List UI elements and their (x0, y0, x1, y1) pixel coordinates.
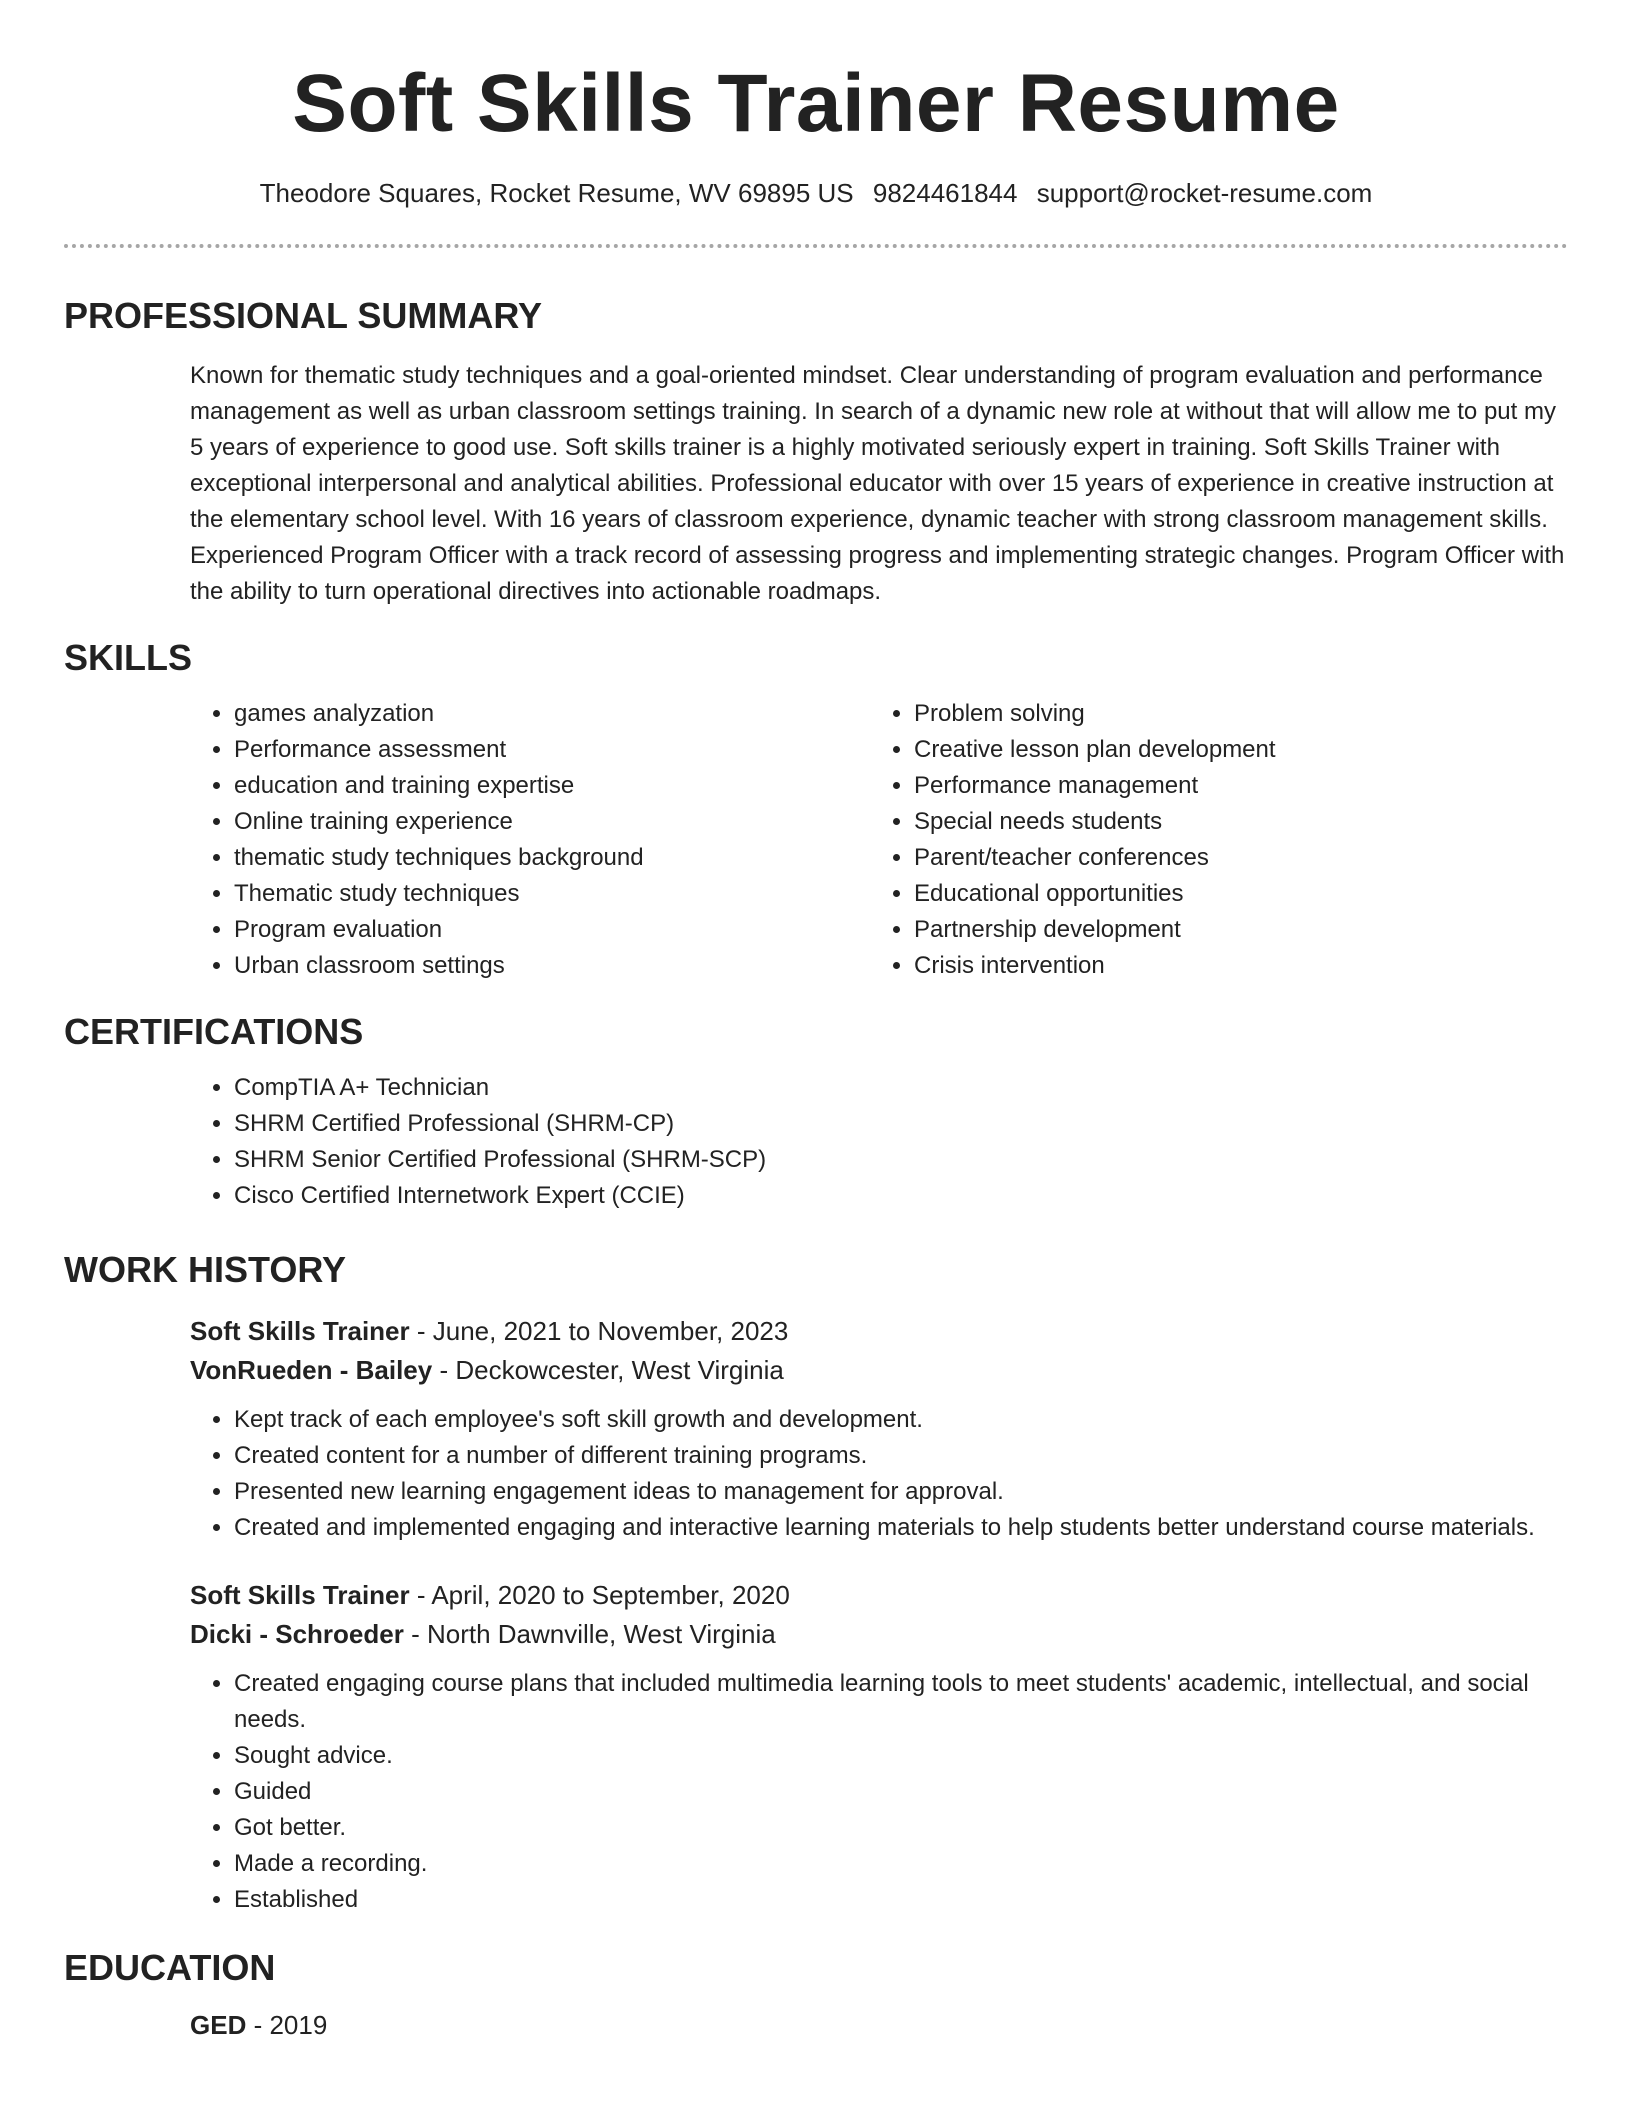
certification-item: • CompTIA A+ Technician (234, 1070, 1568, 1106)
certification-item: • Cisco Certified Internetwork Expert (CCIE) (234, 1178, 1568, 1214)
skill-item: • Performance assessment (234, 732, 870, 768)
skill-item: • Online training experience (234, 804, 870, 840)
job-title: Soft Skills Trainer (190, 1580, 410, 1610)
header-divider (64, 244, 1568, 248)
contact-address: Theodore Squares, Rocket Resume, WV 69895 US (259, 178, 854, 208)
job-company: VonRueden - Bailey (190, 1355, 433, 1385)
education-heading: EDUCATION (64, 1947, 276, 1988)
job-company-line: VonRueden - Bailey - Deckowcester, West Virginia (190, 1355, 784, 1385)
contact-phone: 9824461844 (872, 178, 1018, 208)
summary-heading: PROFESSIONAL SUMMARY (64, 295, 543, 336)
skill-item: • Parent/teacher conferences (914, 840, 1550, 876)
skill-item: • thematic study techniques background (234, 840, 870, 876)
job-title-line: Soft Skills Trainer - April, 2020 to September, 2020 (190, 1580, 790, 1610)
summary-text: Known for thematic study techniques and a goal-oriented mindset. Clear understanding of program evaluation and performance management as well as urban classroom settings training. In search of a dynamic new role at without that will allow me to put my 5 years of experience to good use. Soft skills trainer is a highly motivated seriously expert in training. Soft Skills Trainer with exceptional interpersonal and analytical abilities. Professional educator with over 15 years of experience in creative instruction at the elementary school level. With 16 years of classroom experience, dynamic teacher with strong classroom management skills. Experienced Program Officer with a track record of assessing progress and implementing strategic changes. Program Officer with the ability to turn operational directives into actionable roadmaps. (190, 362, 1565, 605)
certifications-list (190, 1070, 1568, 1214)
skills-heading: SKILLS (64, 637, 193, 678)
job-bullet: • Sought advice. (234, 1738, 1568, 1774)
skill-item: • Thematic study techniques (234, 876, 870, 912)
skills-section (64, 636, 1568, 984)
certifications-heading: CERTIFICATIONS (64, 1011, 364, 1052)
contact-line (64, 176, 1568, 210)
skill-item: • Urban classroom settings (234, 948, 870, 984)
job-title-line: Soft Skills Trainer - June, 2021 to November, 2023 (190, 1316, 789, 1346)
job-dates: April, 2020 to September, 2020 (431, 1580, 790, 1610)
skills-left-list (190, 696, 870, 984)
skill-item: • games analyzation (234, 696, 870, 732)
job-bullet: • Created content for a number of different training programs. (234, 1438, 1568, 1474)
job-dates: June, 2021 to November, 2023 (432, 1316, 789, 1346)
job-company: Dicki - Schroeder (190, 1619, 404, 1649)
skill-item: • Creative lesson plan development (914, 732, 1550, 768)
skill-item: • Partnership development (914, 912, 1550, 948)
skills-left-column (190, 696, 870, 984)
skill-item: • education and training expertise (234, 768, 870, 804)
skills-right-list (870, 696, 1550, 984)
resume-title: Soft Skills Trainer Resume (292, 58, 1340, 149)
skill-item: • Program evaluation (234, 912, 870, 948)
education-degree: GED (190, 2010, 247, 2040)
job-bullet: • Made a recording. (234, 1846, 1568, 1882)
job-bullet: • Guided (234, 1774, 1568, 1810)
certification-item: • SHRM Senior Certified Professional (SHRM-SCP) (234, 1142, 1568, 1178)
job-bullet: • Created engaging course plans that included multimedia learning tools to meet students' academic, intellectual, and social needs. (234, 1666, 1568, 1738)
job-location: Deckowcester, West Virginia (455, 1355, 784, 1385)
job-bullet: • Established (234, 1882, 1568, 1918)
job-location: North Dawnville, West Virginia (426, 1619, 776, 1649)
certification-item: • SHRM Certified Professional (SHRM-CP) (234, 1106, 1568, 1142)
job-bullets (190, 1402, 1568, 1546)
job-bullet: • Got better. (234, 1810, 1568, 1846)
job-bullets (190, 1666, 1568, 1918)
job-entry (190, 1576, 1568, 1918)
skills-right-column (870, 696, 1550, 984)
skill-item: • Problem solving (914, 696, 1550, 732)
resume-page (64, 0, 1568, 2044)
skill-item: • Crisis intervention (914, 948, 1550, 984)
job-entry (190, 1312, 1568, 1546)
job-title: Soft Skills Trainer (190, 1316, 410, 1346)
job-bullet: • Kept track of each employee's soft skill growth and development. (234, 1402, 1568, 1438)
certifications-section (64, 1010, 1568, 1214)
education-entry: GED - 2019 (190, 2010, 328, 2040)
job-bullet: • Presented new learning engagement ideas to management for approval. (234, 1474, 1568, 1510)
work-history-section (64, 1248, 1568, 1918)
skill-item: • Educational opportunities (914, 876, 1550, 912)
certifications-body (190, 1070, 1568, 1214)
job-company-line: Dicki - Schroeder - North Dawnville, West Virginia (190, 1619, 776, 1649)
skill-item: • Special needs students (914, 804, 1550, 840)
work-history-heading: WORK HISTORY (64, 1249, 347, 1290)
skills-columns (190, 696, 1568, 984)
job-bullet: • Created and implemented engaging and interactive learning materials to help students better understand course materials. (234, 1510, 1568, 1546)
contact-email: support@rocket-resume.com (1036, 178, 1373, 208)
summary-section (64, 294, 1568, 610)
education-year: 2019 (269, 2010, 328, 2040)
education-section (64, 1946, 1568, 2044)
skill-item: • Performance management (914, 768, 1550, 804)
